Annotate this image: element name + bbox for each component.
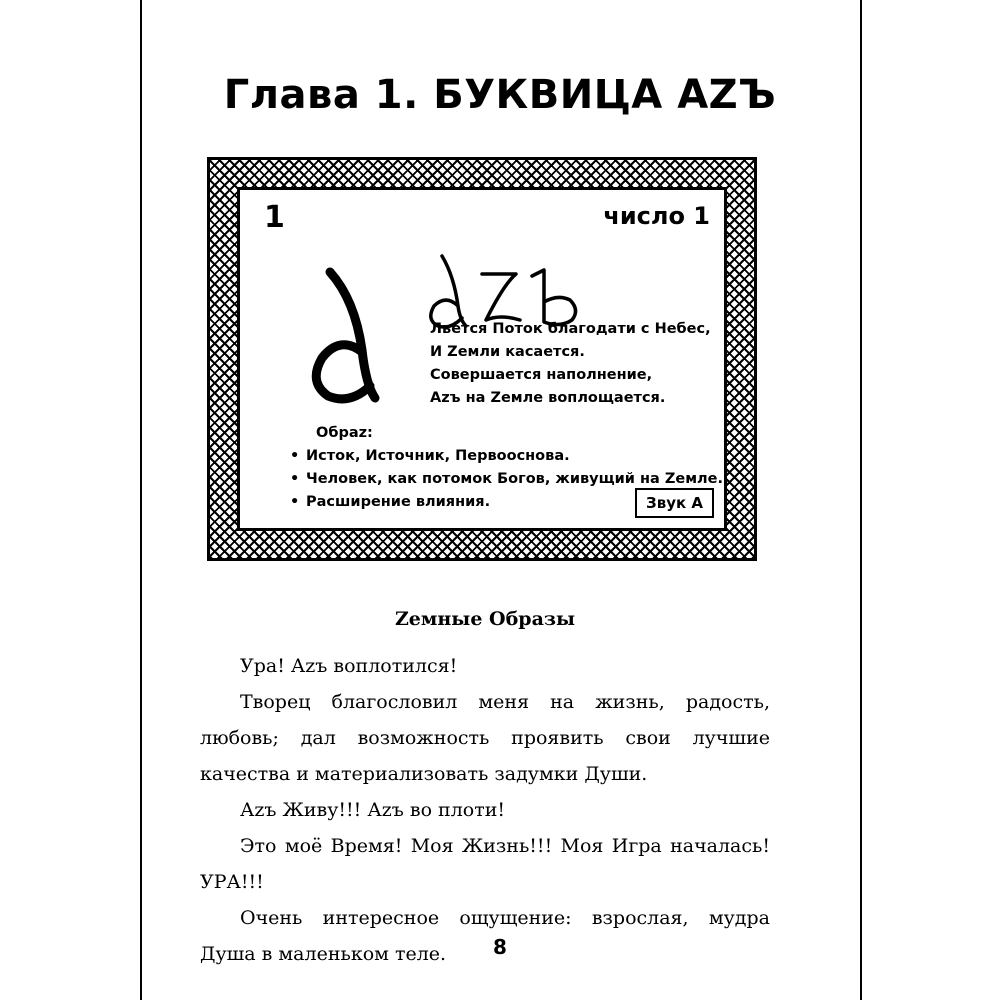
cyrillic-az-glyph-icon [300,260,400,410]
body-text [200,648,770,972]
ornamental-frame [207,157,757,561]
verse-line: Аzъ на Zемле воплощается. [430,390,666,406]
sound-badge: Звук А [635,488,714,518]
verse-block [430,318,711,410]
paragraph: Очень интересное ощущение: взрослая, мудра Душа в маленьком теле. [200,907,770,965]
verse-line: Льётся Поток благодати с Небес, [430,321,711,337]
section-heading: Zемные Образы [394,608,576,630]
paragraph: Творец благословил меня на жизнь, радость, любовь; дал возможность проявить свои лучшие качества и материализовать задумки Души. [200,691,770,785]
card-number-label: число 1 [603,202,710,230]
page-number: 8 [493,935,507,959]
paragraph: Ура! Аzъ воплотился! [240,655,458,677]
verse-line: Совершается наполнение, [430,367,653,383]
paragraph: Это моё Время! Моя Жизнь!!! Моя Игра началась! УРА!!! [200,835,770,893]
letter-card [237,187,727,531]
chapter-title: Глава 1. БУКВИЦА АZЪ [223,72,777,118]
list-item: • Расширение влияния. [304,491,723,514]
list-item: • Человек, как потомок Богов, живущий на Zемле. [304,468,723,491]
list-item: • Исток, Источник, Первооснова. [304,445,723,468]
paragraph: Аzъ Живу!!! Аzъ во плоти! [240,799,506,821]
verse-line: И Zемли касается. [430,344,585,360]
card-index: 1 [264,200,285,235]
image-label: Обраz: [316,425,373,441]
